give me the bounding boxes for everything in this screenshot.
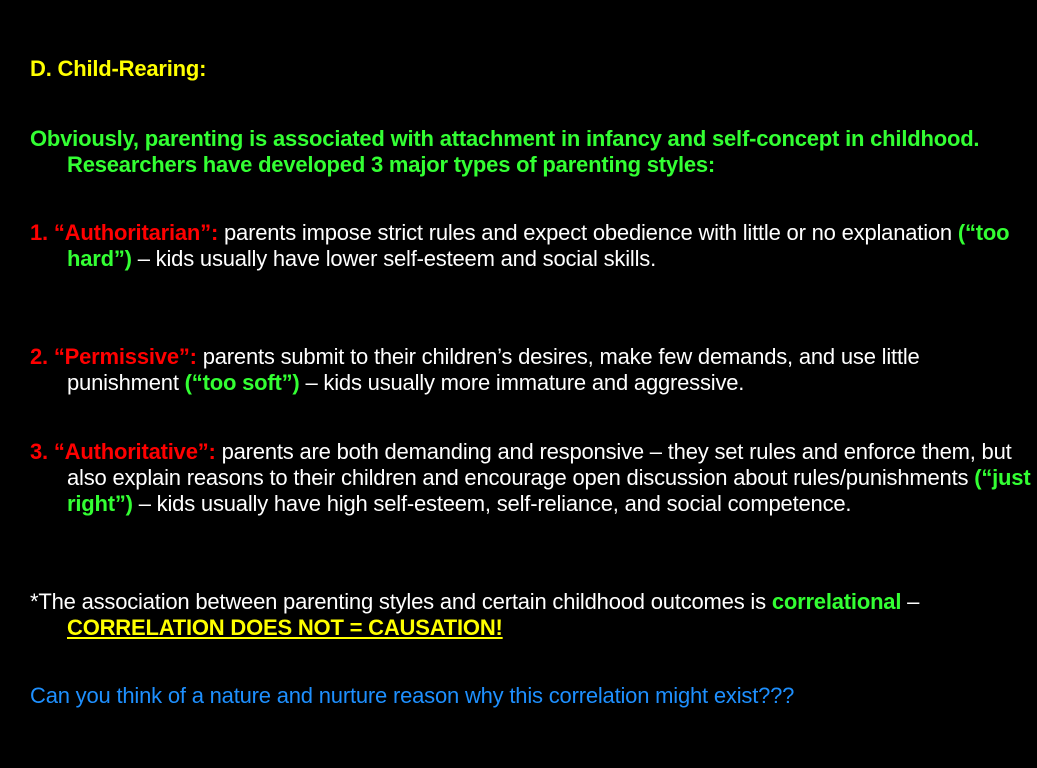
item-text-after: – kids usually have lower self-esteem and social skills. bbox=[131, 246, 656, 271]
discussion-question: Can you think of a nature and nurture reason why this correlation might exist??? bbox=[30, 683, 795, 708]
item-label: 3. “Authoritative”: bbox=[30, 439, 216, 464]
list-item-authoritarian bbox=[30, 220, 1037, 272]
item-label: 2. “Permissive”: bbox=[30, 344, 197, 369]
note-text: *The association between parenting styles and certain childhood outcomes is bbox=[30, 589, 772, 614]
item-label: 1. “Authoritarian”: bbox=[30, 220, 219, 245]
item-highlight: (“just right”) bbox=[67, 465, 1031, 516]
causation-warning: CORRELATION DOES NOT = CAUSATION! bbox=[67, 615, 503, 640]
correlational-term: correlational bbox=[771, 589, 902, 614]
intro-paragraph: Obviously, parenting is associated with attachment in infancy and self-concept in childhood. Researchers have developed 3 major types of parenting styles: bbox=[30, 126, 980, 177]
item-text-after: – kids usually more immature and aggressive. bbox=[299, 370, 745, 395]
list-item-permissive bbox=[30, 344, 1037, 396]
item-highlight: (“too hard”) bbox=[67, 220, 1010, 271]
item-text: parents submit to their children’s desires, make few demands, and use little punishment bbox=[67, 344, 920, 395]
correlation-note bbox=[30, 589, 1037, 641]
slide-heading: D. Child-Rearing: bbox=[30, 56, 207, 81]
list-item-authoritative bbox=[30, 439, 1037, 517]
item-text: parents are both demanding and responsive – they set rules and enforce them, but also explain reasons to their children and encourage open discussion about rules/punishments bbox=[67, 439, 1012, 490]
item-text: parents impose strict rules and expect obedience with little or no explanation bbox=[218, 220, 958, 245]
item-text-after: – kids usually have high self-esteem, self-reliance, and social competence. bbox=[132, 491, 852, 516]
item-highlight: (“too soft”) bbox=[184, 370, 300, 395]
note-dash: – bbox=[901, 589, 920, 614]
